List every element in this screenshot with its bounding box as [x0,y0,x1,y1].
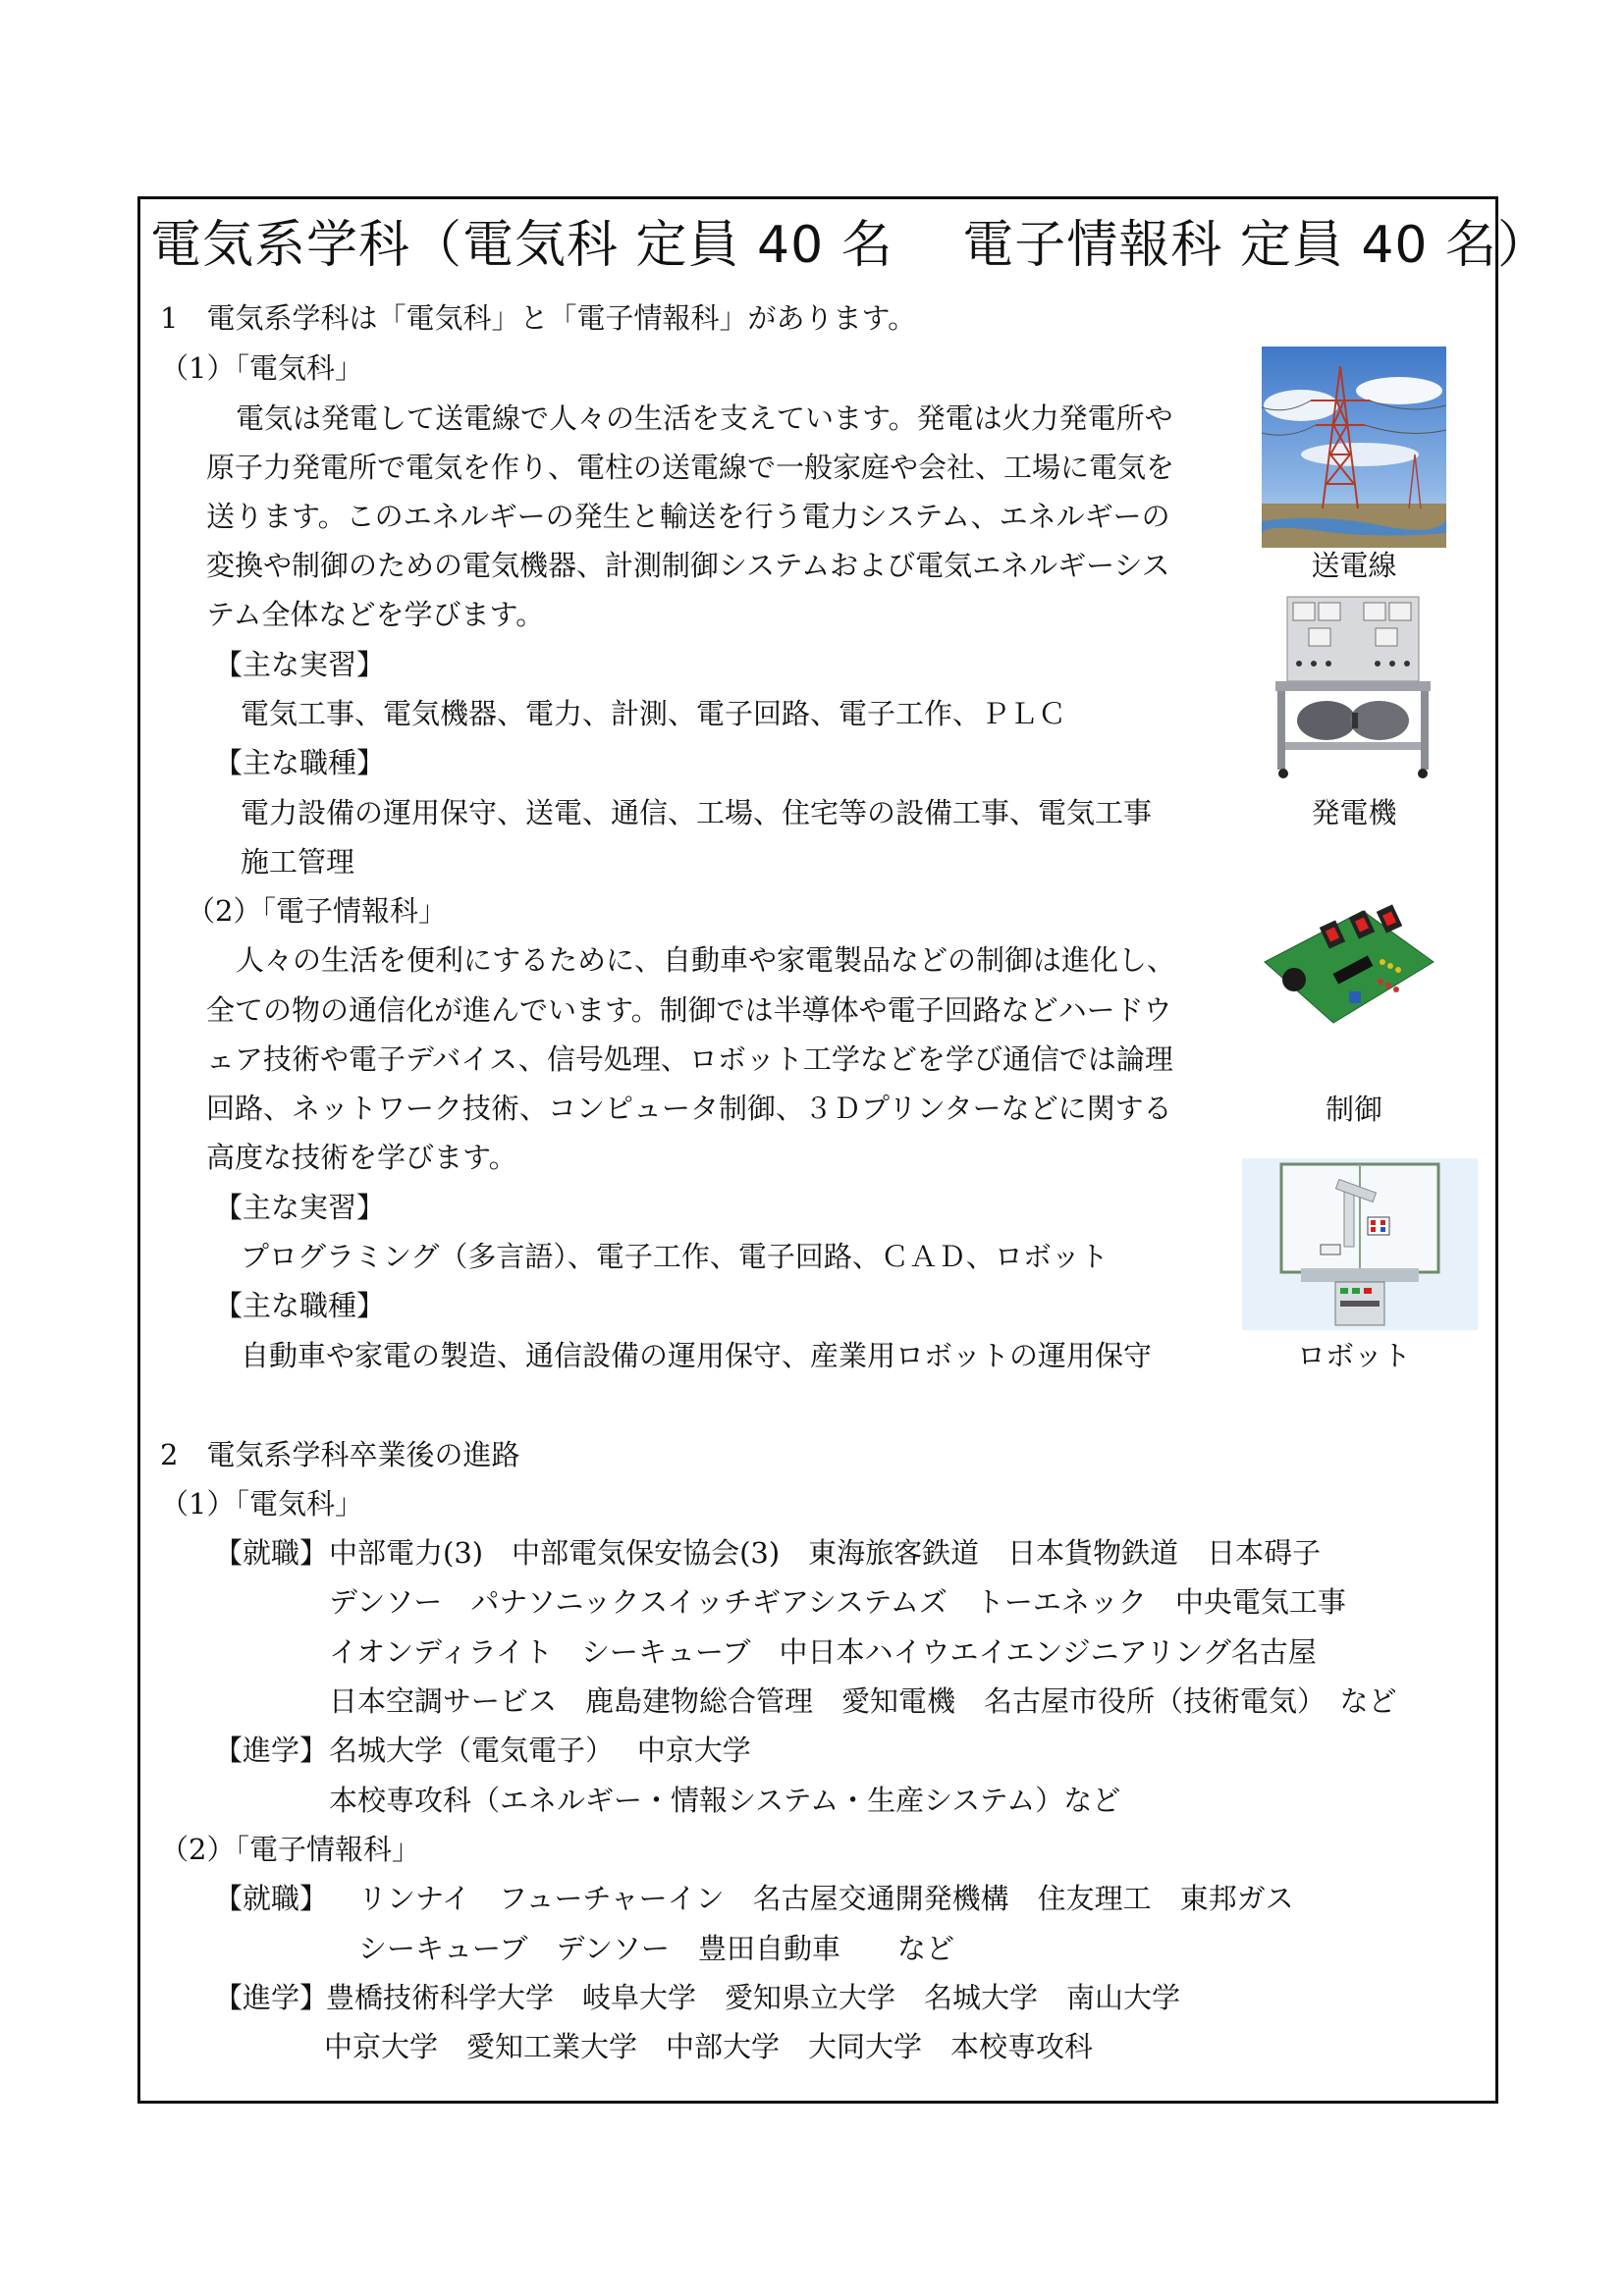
denshi-jobs: 自動車や家電の製造、通信設備の運用保守、産業用ロボットの運用保守 [241,1339,1153,1372]
denki-jobs-label: 【主な職種】 [214,746,386,779]
denki-label: （1）「電気科」 [160,351,363,385]
denshi-para-line: 全ての物の通信化が進んでいます。制御では半導体や電子回路などハードウ [206,993,1172,1027]
career-denki-job-line: デンソー パナソニックスイッチギアシステムズ トーエネック 中央電気工事 [329,1585,1346,1619]
denki-jobs-line: 電力設備の運用保守、送電、通信、工場、住宅等の設備工事、電気工事 [241,796,1153,829]
section1-heading: 1 電気系学科は「電気科」と「電子情報科」があります。 [160,301,917,335]
career-denshi-job-line: シーキューブ デンソー 豊田自動車 など [358,1932,954,1965]
career-denki-study-label: 【進学】 [214,1734,329,1767]
denshi-jobs-label: 【主な職種】 [214,1289,386,1322]
generator-caption: 発電機 [1311,796,1397,829]
career-denshi-study-label: 【進学】 [214,1981,329,2014]
denki-jobs-line: 施工管理 [241,845,355,879]
career-denki-job-line: 日本空調サービス 鹿島建物総合管理 愛知電機 名古屋市役所（技術電気） など [329,1684,1397,1718]
control-caption: 制御 [1325,1093,1382,1126]
denki-para-line: 原子力発電所で電気を作り、電柱の送電線で一般家庭や会社、工場に電気を [206,451,1175,484]
page-title: 電気系学科（電気科 定員 40 名 電子情報科 定員 40 名） [150,216,1550,275]
denshi-practice-label: 【主な実習】 [214,1191,386,1224]
career-denki-study-line: 名城大学（電気電子） 中京大学 [329,1734,751,1767]
career-denshi-job-line: リンナイ フューチャーイン 名古屋交通開発機構 住友理工 東邦ガス [358,1882,1294,1915]
career-denki-job-line: 中部電力(3) 中部電気保安協会(3) 東海旅客鉄道 日本貨物鉄道 日本碍子 [329,1536,1322,1570]
career-denshi-study-line: 豊橋技術科学大学 岐阜大学 愛知県立大学 名城大学 南山大学 [326,1981,1181,2014]
career-denki-job-line: イオンディライト シーキューブ 中日本ハイウエイエンジニアリング名古屋 [329,1635,1317,1669]
denshi-para-line: 人々の生活を便利にするために、自動車や家電製品などの制御は進化し、 [236,943,1176,977]
denshi-para-line: ェア技術や電子デバイス、信号処理、ロボット工学などを学び通信では論理 [206,1042,1173,1076]
denki-para-line: 送ります。このエネルギーの発生と輸送を行う電力システム、エネルギーの [206,500,1170,533]
denshi-practice: プログラミング（多言語）、電子工作、電子回路、ＣＡＤ、ロボット [241,1240,1109,1273]
transmission-tower-photo [1262,347,1446,548]
denki-para-line: 変換や制御のための電気機器、計測制御システムおよび電気エネルギーシス [206,549,1170,582]
career-denshi-label: （2）「電子情報科」 [160,1833,420,1866]
control-board-photo [1255,903,1439,1031]
career-denki-label: （1）「電気科」 [160,1487,363,1521]
denki-para-line: テム全体などを学びます。 [206,598,545,631]
denshi-para-line: 回路、ネットワーク技術、コンピュータ制御、３Ｄプリンターなどに関する [206,1092,1172,1125]
denshi-para-line: 高度な技術を学びます。 [206,1141,517,1174]
robot-photo [1242,1158,1478,1330]
transmission-caption: 送電線 [1311,549,1397,582]
career-denshi-job-label: 【就職】 [214,1882,329,1915]
robot-caption: ロボット [1296,1339,1411,1372]
denki-para-line: 電気は発電して送電線で人々の生活を支えています。発電は火力発電所や [236,401,1173,435]
generator-photo [1270,595,1436,781]
career-denki-job-label: 【就職】 [214,1536,329,1570]
section2-heading: 2 電気系学科卒業後の進路 [160,1438,520,1471]
career-denshi-study-line: 中京大学 愛知工業大学 中部大学 大同大学 本校専攻科 [324,2030,1094,2063]
denki-practice: 電気工事、電気機器、電力、計測、電子回路、電子工作、ＰＬＣ [241,697,1067,730]
denki-practice-label: 【主な実習】 [214,648,386,681]
denshi-label: （2）「電子情報科」 [187,894,447,928]
career-denki-study-line: 本校専攻科（エネルギー・情報システム・生産システム）など [329,1784,1121,1817]
